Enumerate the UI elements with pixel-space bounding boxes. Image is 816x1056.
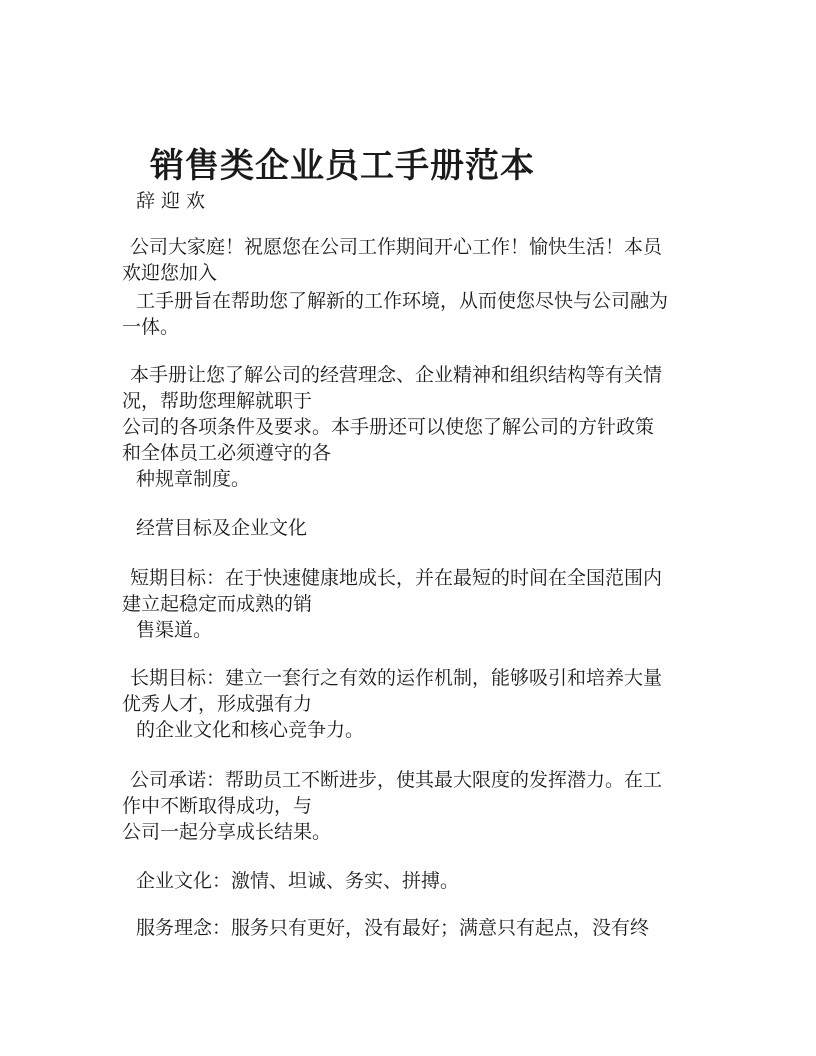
paragraph-line: 工手册旨在帮助您了解新的工作环境，从而使您尽快与公司融为: [136, 290, 669, 312]
paragraph-line: 短期目标：在于快速健康地成长，并在最短的时间在全国范围内: [130, 567, 663, 589]
paragraph-line: 售渠道。: [136, 619, 213, 641]
paragraph-line: 长期目标：建立一套行之有效的运作机制，能够吸引和培养大量: [130, 667, 663, 689]
paragraph-line: 服务理念：服务只有更好，没有最好；满意只有起点，没有终: [136, 917, 650, 939]
paragraph-line: 公司的各项条件及要求。本手册还可以使您了解公司的方针政策: [122, 416, 655, 438]
paragraph-line: 作中不断取得成功，与: [122, 795, 313, 817]
paragraph-line: 建立起稳定而成熟的销: [122, 593, 313, 615]
paragraph-line: 公司一起分享成长结果。: [122, 821, 332, 843]
paragraph-line: 的企业文化和核心竞争力。: [136, 719, 365, 741]
paragraph-line: 本手册让您了解公司的经营理念、企业精神和组织结构等有关情: [130, 364, 663, 386]
paragraph-line: 优秀人才，形成强有力: [122, 693, 313, 715]
paragraph-line: 和全体员工必须遵守的各: [122, 442, 332, 464]
paragraph-line: 企业文化：激情、坦诚、务实、拼搏。: [136, 870, 460, 892]
document-title: 销售类企业员工手册范本: [150, 146, 535, 186]
section-heading: 经营目标及企业文化: [136, 517, 308, 539]
paragraph-line: 欢迎您加入: [122, 262, 218, 284]
paragraph-line: 种规章制度。: [136, 468, 251, 490]
paragraph-line: 公司大家庭！祝愿您在公司工作期间开心工作！愉快生活！本员: [130, 236, 663, 258]
paragraph-line: 况，帮助您理解就职于: [122, 390, 313, 412]
paragraph-line: 一体。: [122, 316, 180, 338]
document-subtitle: 辞迎欢: [136, 190, 212, 212]
paragraph-line: 公司承诺：帮助员工不断进步，使其最大限度的发挥潜力。在工: [130, 769, 663, 791]
